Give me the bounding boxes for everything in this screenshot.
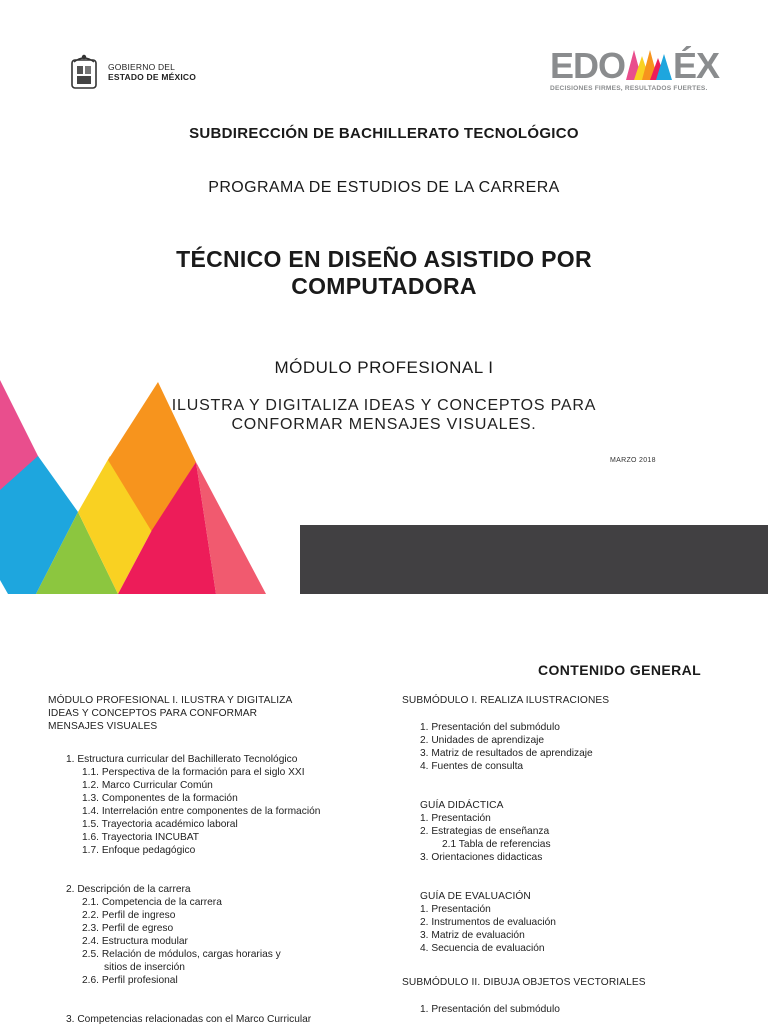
edomex-tagline: DECISIONES FIRMES, RESULTADOS FUERTES. — [550, 85, 708, 92]
list-item: 3. Orientaciones didacticas — [420, 852, 543, 863]
list-item: 1. Presentación del submódulo — [420, 722, 560, 733]
state-seal-icon — [68, 52, 100, 92]
list-item: 2.3. Perfil de egreso — [82, 923, 174, 934]
modulo-title: MÓDULO PROFESIONAL I — [274, 358, 494, 377]
module-title-line1: MÓDULO PROFESIONAL I. ILUSTRA Y DIGITALIZA — [48, 695, 293, 706]
list-item: 4. Secuencia de evaluación — [420, 943, 545, 954]
edomex-logo — [550, 44, 760, 92]
section-2-title: 2. Descripción de la carrera — [66, 884, 191, 895]
publication-date: MARZO 2018 — [610, 457, 656, 464]
submodulo-1-title: SUBMÓDULO I. REALIZA ILUSTRACIONES — [402, 695, 610, 706]
section-2-list — [48, 883, 378, 987]
list-item: 1. Presentación — [420, 813, 491, 824]
list-item: 1.5. Trayectoria académico laboral — [82, 819, 238, 830]
carrera-title-line2: COMPUTADORA — [291, 273, 477, 299]
section-3-title: 3. Competencias relacionadas con el Marco Curricular — [66, 1014, 312, 1024]
list-item: 1.1. Perspectiva de la formación para el siglo XXI — [82, 767, 305, 778]
submodulo-2-list — [402, 1003, 752, 1016]
contents-left-column — [48, 694, 378, 1024]
gov-logo-line1: GOBIERNO DEL — [108, 62, 176, 72]
programa-title: PROGRAMA DE ESTUDIOS DE LA CARRERA — [208, 179, 560, 196]
section-1-list — [48, 753, 378, 857]
list-item: 1. Presentación del submódulo — [420, 1004, 560, 1015]
guia-didactica-title: GUÍA DIDÁCTICA — [420, 800, 504, 811]
edomex-letters-left: EDO — [550, 45, 626, 86]
section-1-title: 1. Estructura curricular del Bachillerato Tecnológico — [66, 754, 298, 765]
list-item: 2. Unidades de aprendizaje — [420, 735, 545, 746]
module-title — [48, 694, 378, 733]
contents-page — [0, 594, 768, 1024]
decorative-geometric-art — [0, 380, 768, 594]
gobierno-estado-mexico-logo — [68, 52, 196, 92]
submodulo-2-title: SUBMÓDULO II. DIBUJA OBJETOS VECTORIALES — [402, 977, 646, 988]
carrera-title — [0, 246, 768, 300]
list-item: 1.3. Componentes de la formación — [82, 793, 238, 804]
section-3-list — [48, 1013, 378, 1024]
list-item-continuation: sitios de inserción — [104, 962, 185, 973]
list-item: 4. Fuentes de consulta — [420, 761, 524, 772]
list-item: 1.7. Enfoque pedagógico — [82, 845, 196, 856]
subdireccion-title: SUBDIRECCIÓN DE BACHILLERATO TECNOLÓGICO — [189, 125, 579, 142]
list-item: 3. Matriz de evaluación — [420, 930, 525, 941]
module-title-line2: IDEAS Y CONCEPTOS PARA CONFORMAR — [48, 708, 258, 719]
contents-right-column — [402, 694, 752, 1016]
list-item: 3. Matriz de resultados de aprendizaje — [420, 748, 593, 759]
edomex-letters-right: ÉX — [673, 45, 720, 86]
modulo-description-line2: CONFORMAR MENSAJES VISUALES. — [231, 416, 537, 433]
list-item: 2.6. Perfil profesional — [82, 975, 178, 986]
list-item: 1.2. Marco Curricular Común — [82, 780, 213, 791]
gov-logo-line2: ESTADO DE MÉXICO — [108, 72, 197, 82]
modulo-description-line1: ILUSTRA Y DIGITALIZA IDEAS Y CONCEPTOS PARA — [171, 397, 597, 414]
list-item: 2.5. Relación de módulos, cargas horarias y — [82, 949, 281, 960]
contents-heading: CONTENIDO GENERAL — [538, 662, 702, 678]
guia-didactica-list — [402, 799, 752, 864]
edomex-m-icon — [626, 50, 672, 80]
list-item: 1. Presentación — [420, 904, 491, 915]
dark-band — [300, 525, 768, 594]
list-item: 2.1. Competencia de la carrera — [82, 897, 222, 908]
list-item: 2. Estrategias de enseñanza — [420, 826, 550, 837]
guia-evaluacion-title: GUÍA DE EVALUACIÓN — [420, 891, 531, 902]
list-item: 2.4. Estructura modular — [82, 936, 188, 947]
list-item: 2.2. Perfil de ingreso — [82, 910, 176, 921]
carrera-title-line1: TÉCNICO EN DISEÑO ASISTIDO POR — [176, 246, 592, 272]
submodulo-1-list — [402, 721, 752, 773]
list-item: 1.4. Interrelación entre componentes de la formación — [82, 806, 321, 817]
list-item: 1.6. Trayectoria INCUBAT — [82, 832, 200, 843]
list-item: 2. Instrumentos de evaluación — [420, 917, 556, 928]
list-subitem: 2.1 Tabla de referencias — [442, 839, 551, 850]
module-title-line3: MENSAJES VISUALES — [48, 721, 158, 732]
guia-evaluacion-list — [402, 890, 752, 955]
